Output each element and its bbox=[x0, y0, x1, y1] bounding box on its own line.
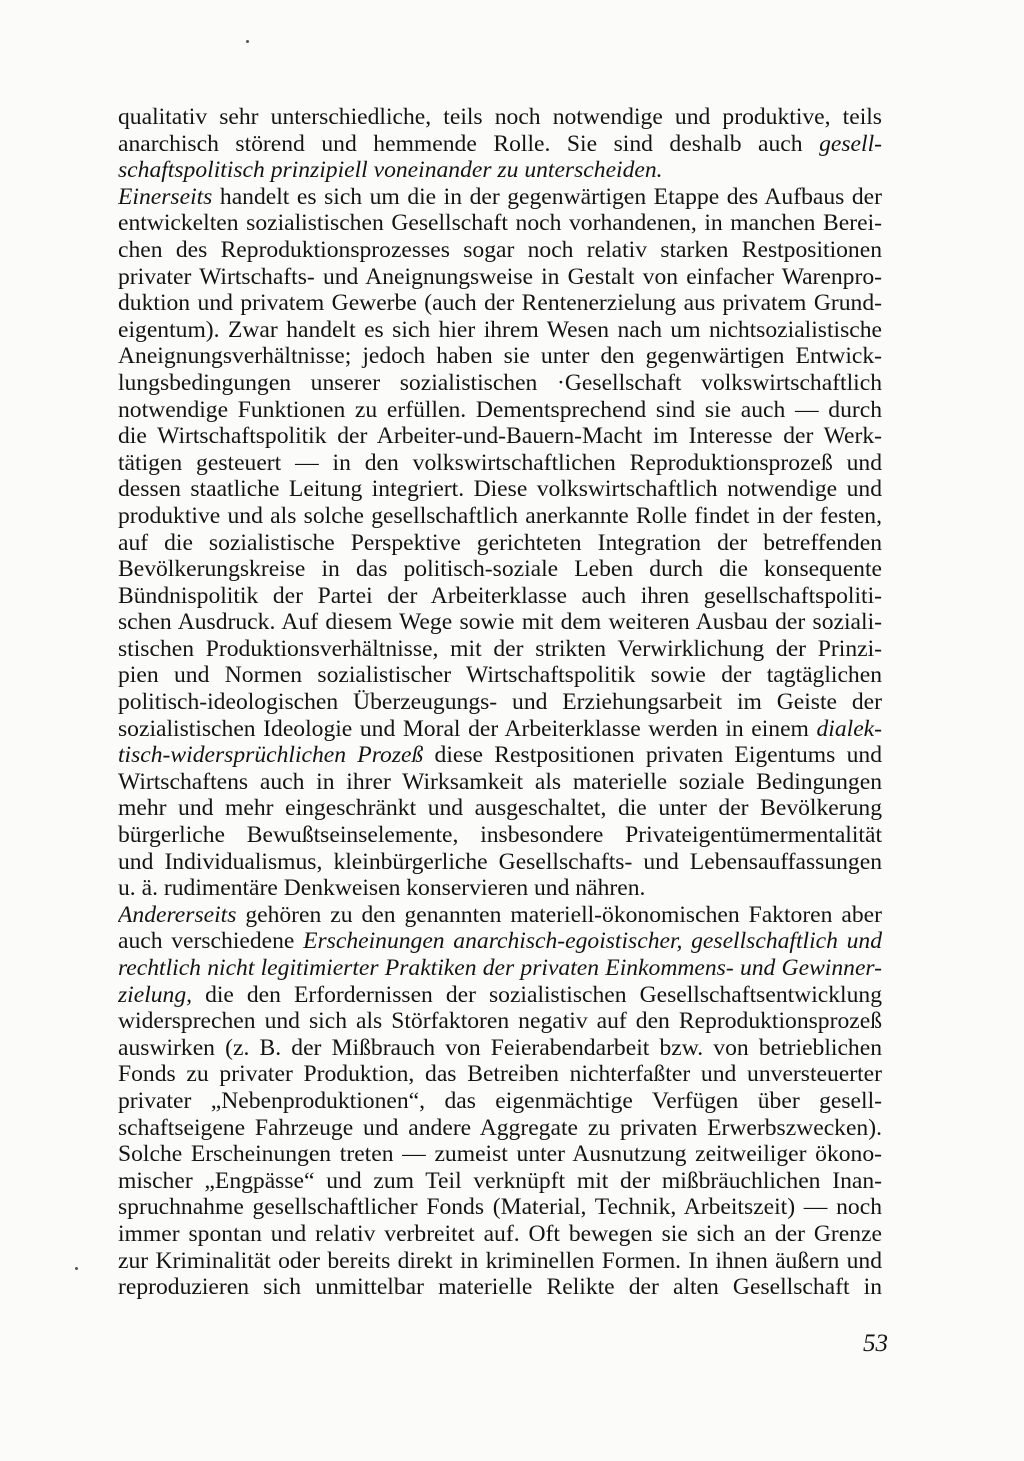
text-segment: eigentum). Zwar handelt es sich hier ihrem Wesen nach um nichtsozialistische bbox=[118, 316, 882, 343]
text-segment: Solche Erscheinungen treten — zumeist unter Ausnutzung zeitweiliger ökono- bbox=[118, 1141, 882, 1168]
text-segment: Fonds zu privater Produktion, das Betreiben nichterfaßter und unversteuerter bbox=[118, 1061, 882, 1088]
text-line bbox=[118, 503, 882, 530]
text-segment: sozialistischen Ideologie und Moral der Arbeiterklasse werden in einem bbox=[118, 715, 817, 742]
text-segment: entwickelten sozialistischen Gesellschaft noch vorhandenen, in manchen Berei- bbox=[118, 210, 882, 237]
text-line bbox=[118, 795, 882, 822]
text-line bbox=[118, 902, 882, 929]
text-segment: politisch-ideologischen Überzeugungs- und Erziehungsarbeit im Geiste der bbox=[118, 689, 882, 716]
text-segment: reproduzieren sich unmittelbar materielle Relikte der alten Gesellschaft in bbox=[118, 1274, 882, 1301]
text-line bbox=[118, 822, 882, 849]
text-line bbox=[118, 1168, 882, 1195]
text-segment: auswirken (z. B. der Mißbrauch von Feierabendarbeit bzw. von betrieblichen bbox=[118, 1034, 882, 1061]
text-line bbox=[118, 1115, 882, 1142]
emphasis-text: Einerseits bbox=[118, 183, 213, 210]
text-line bbox=[118, 264, 882, 291]
emphasis-text: gesell- bbox=[819, 130, 882, 157]
text-line bbox=[118, 955, 882, 982]
emphasis-text: Andererseits bbox=[118, 901, 237, 928]
text-line bbox=[118, 237, 882, 264]
text-segment: produktive und als solche gesellschaftlich anerkannte Rolle findet in der festen, bbox=[118, 502, 882, 529]
emphasis-text: tisch-widersprüchlichen Prozeß bbox=[118, 742, 424, 769]
text-line bbox=[118, 1035, 882, 1062]
text-segment: privater „Nebenproduktionen“, das eigenmächtige Verfügen über gesell- bbox=[118, 1087, 882, 1114]
text-line bbox=[118, 184, 882, 211]
emphasis-text: zielung, bbox=[118, 981, 193, 1008]
text-segment: Bevölkerungskreise in das politisch-soziale Leben durch die konsequente bbox=[118, 556, 882, 583]
text-line bbox=[118, 716, 882, 743]
text-line bbox=[118, 1194, 882, 1221]
text-segment: notwendige Funktionen zu erfüllen. Dementsprechend sind sie auch — durch bbox=[118, 396, 882, 423]
text-segment: zur Kriminalität oder bereits direkt in kriminellen Formen. In ihnen äußern und bbox=[118, 1247, 882, 1274]
text-segment: qualitativ sehr unterschiedliche, teils noch notwendige und produktive, teils bbox=[118, 104, 882, 130]
emphasis-text: Erscheinungen anarchisch-egoistischer, gesellschaftlich und bbox=[303, 928, 882, 955]
text-line bbox=[118, 290, 882, 317]
text-line bbox=[118, 982, 882, 1009]
text-line bbox=[118, 769, 882, 796]
emphasis-text: schaftspolitisch prinzipiell voneinander zu unterscheiden. bbox=[118, 157, 663, 184]
text-segment: dessen staatliche Leitung integriert. Diese volkswirtschaftlich notwendige und bbox=[118, 476, 882, 503]
text-line bbox=[118, 370, 882, 397]
text-line bbox=[118, 104, 882, 131]
text-line bbox=[118, 1248, 882, 1275]
text-segment: schaftseigene Fahrzeuge und andere Aggregate zu privaten Erwerbszwecken). bbox=[118, 1114, 882, 1141]
text-segment: Aneignungsverhältnisse; jedoch haben sie unter den gegenwärtigen Entwick- bbox=[118, 343, 882, 370]
text-line bbox=[118, 583, 882, 610]
text-segment: und Individualismus, kleinbürgerliche Gesellschafts- und Lebensauffassungen bbox=[118, 848, 882, 875]
text-segment: stischen Produktionsverhältnisse, mit der strikten Verwirklichung der Prinzi- bbox=[118, 635, 882, 662]
text-line bbox=[118, 636, 882, 663]
text-line bbox=[118, 1088, 882, 1115]
text-line bbox=[118, 875, 882, 902]
text-line bbox=[118, 1061, 882, 1088]
text-segment: chen des Reproduktionsprozesses sogar noch relativ starken Restpositionen bbox=[118, 236, 882, 263]
text-segment: diese Restpositionen privaten Eigentums und bbox=[423, 742, 882, 769]
text-line bbox=[118, 450, 882, 477]
emphasis-text: dialek- bbox=[816, 715, 882, 742]
text-line bbox=[118, 397, 882, 424]
text-segment: Bündnispolitik der Partei der Arbeiterklasse auch ihren gesellschaftspoliti- bbox=[118, 582, 882, 609]
text-segment: mischer „Engpässe“ und zum Teil verknüpft mit der mißbräuchlichen Inan- bbox=[118, 1167, 882, 1194]
page-number: 53 bbox=[863, 1330, 888, 1357]
text-segment: spruchnahme gesellschaftlicher Fonds (Material, Technik, Arbeitszeit) — noch bbox=[118, 1194, 882, 1221]
text-segment: die Wirtschaftspolitik der Arbeiter-und-Bauern-Macht im Interesse der Werk- bbox=[118, 423, 882, 450]
text-line bbox=[118, 556, 882, 583]
text-line bbox=[118, 609, 882, 636]
text-segment: die den Erfordernissen der sozialistischen Gesellschaftsentwicklung bbox=[192, 981, 882, 1008]
text-line bbox=[118, 1221, 882, 1248]
text-segment: auf die sozialistische Perspektive gerichteten Integration der betreffenden bbox=[118, 529, 882, 556]
text-segment: auch verschiedene bbox=[118, 928, 304, 955]
body-text bbox=[118, 104, 882, 1301]
text-segment: lungsbedingungen unserer sozialistischen ·Gesellschaft volkswirtschaftlich bbox=[118, 369, 882, 396]
text-line bbox=[118, 689, 882, 716]
text-line bbox=[118, 317, 882, 344]
text-line bbox=[118, 131, 882, 158]
text-line bbox=[118, 1274, 882, 1301]
text-segment: immer spontan und relativ verbreitet auf. Oft bewegen sie sich an der Grenze bbox=[118, 1220, 882, 1247]
text-segment: mehr und mehr eingeschränkt und ausgeschaltet, die unter der Bevölkerung bbox=[118, 795, 882, 822]
text-segment: anarchisch störend und hemmende Rolle. Sie sind deshalb auch bbox=[118, 130, 820, 157]
text-line bbox=[118, 157, 882, 184]
text-line bbox=[118, 928, 882, 955]
text-segment: handelt es sich um die in der gegenwärtigen Etappe des Aufbaus der bbox=[212, 183, 882, 210]
text-segment: bürgerliche Bewußtseinselemente, insbesondere Privateigentümermentalität bbox=[118, 822, 882, 849]
scan-speck bbox=[246, 40, 249, 43]
text-segment: schen Ausdruck. Auf diesem Wege sowie mit dem weiteren Ausbau der soziali- bbox=[118, 609, 882, 636]
text-segment: widersprechen und sich als Störfaktoren negativ auf den Reproduktionsprozeß bbox=[118, 1008, 882, 1035]
text-line bbox=[118, 849, 882, 876]
text-segment: Wirtschaftens auch in ihrer Wirksamkeit als materielle soziale Bedingungen bbox=[118, 768, 882, 795]
text-line bbox=[118, 1008, 882, 1035]
text-segment: u. ä. rudimentäre Denkweisen konservieren und nähren. bbox=[118, 875, 646, 902]
text-segment: gehören zu den genannten materiell-ökonomischen Faktoren aber bbox=[236, 901, 882, 928]
text-line bbox=[118, 530, 882, 557]
text-segment: tätigen gesteuert — in den volkswirtschaftlichen Reproduktionsprozeß und bbox=[118, 449, 882, 476]
text-segment: pien und Normen sozialistischer Wirtschaftspolitik sowie der tagtäglichen bbox=[118, 662, 882, 689]
text-line bbox=[118, 476, 882, 503]
text-line bbox=[118, 1141, 882, 1168]
scan-speck bbox=[75, 1267, 78, 1270]
text-segment: privater Wirtschafts- und Aneignungsweise in Gestalt von einfacher Warenpro- bbox=[118, 263, 882, 290]
text-segment: duktion und privatem Gewerbe (auch der Rentenerzielung aus privatem Grund- bbox=[118, 290, 882, 317]
text-line bbox=[118, 343, 882, 370]
text-line bbox=[118, 423, 882, 450]
text-line bbox=[118, 210, 882, 237]
text-line bbox=[118, 662, 882, 689]
emphasis-text: rechtlich nicht legitimierter Praktiken der privaten Einkommens- und Gewinner- bbox=[118, 955, 882, 981]
text-line bbox=[118, 742, 882, 769]
